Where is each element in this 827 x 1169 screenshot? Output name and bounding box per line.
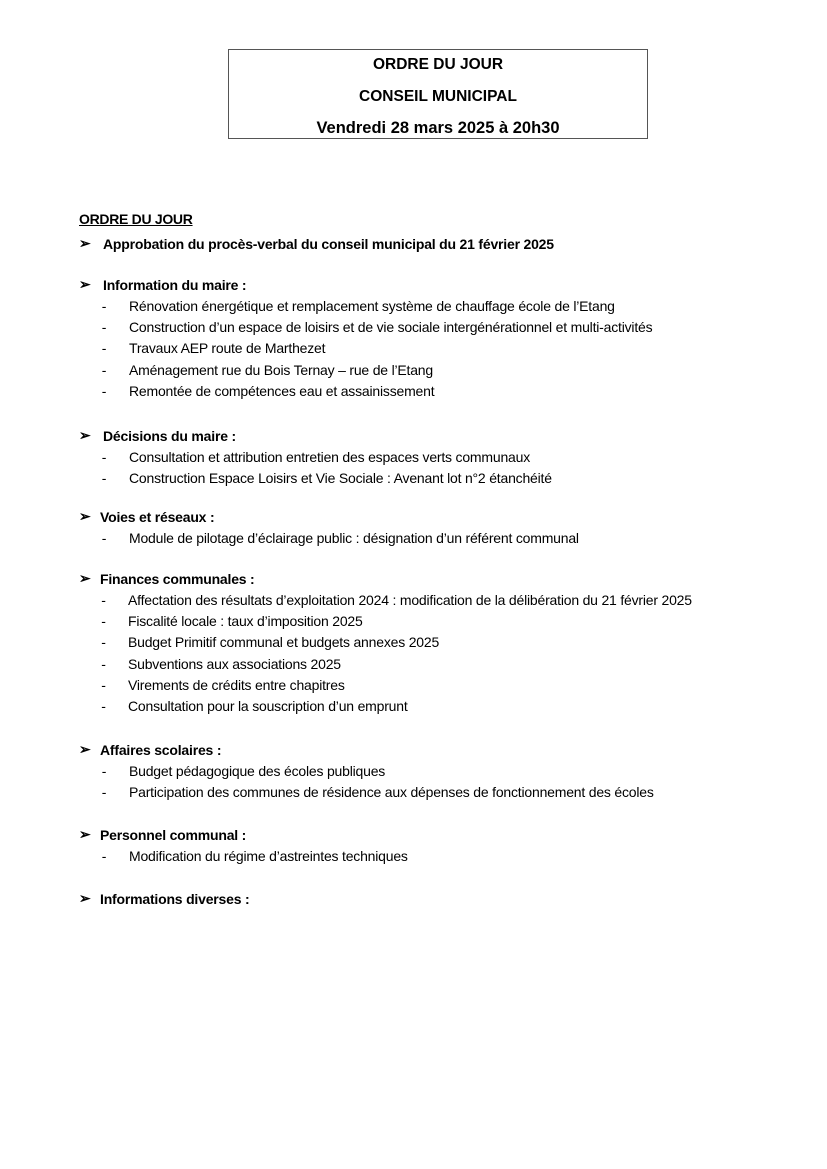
list-item: - Construction Espace Loisirs et Vie Sociale : Avenant lot n°2 étanchéité	[79, 467, 552, 488]
dash-bullet-icon: -	[101, 340, 107, 357]
list-item: - Consultation et attribution entretien des espaces verts communaux	[79, 446, 552, 467]
agenda-section-information-maire	[79, 274, 652, 401]
title-box	[228, 49, 648, 139]
dash-bullet-icon: -	[101, 655, 106, 672]
arrowhead-bullet-icon: ➢	[79, 276, 91, 292]
list-item: - Rénovation énergétique et remplacement système de chauffage école de l’Etang	[79, 295, 652, 316]
list-item: - Budget pédagogique des écoles publiques	[79, 760, 654, 781]
arrowhead-bullet-icon: ➢	[79, 235, 91, 251]
section-title: Affaires scolaires :	[100, 741, 222, 758]
dash-bullet-icon: -	[101, 297, 107, 314]
agenda-section-personnel	[79, 824, 408, 866]
section-title: Personnel communal :	[100, 826, 247, 843]
list-item: - Affectation des résultats d’exploitation 2024 : modification de la délibération du 21 février 2025	[79, 589, 692, 610]
meeting-date: Vendredi 28 mars 2025 à 20h30	[316, 119, 560, 137]
dash-bullet-icon: -	[101, 448, 107, 465]
dash-bullet-icon: -	[101, 318, 107, 335]
list-item: - Travaux AEP route de Marthezet	[79, 338, 652, 359]
document-title: ORDRE DU JOUR	[372, 56, 504, 73]
list-item: - Virements de crédits entre chapitres	[79, 674, 692, 695]
dash-bullet-icon: -	[101, 783, 107, 800]
list-item: - Subventions aux associations 2025	[79, 653, 692, 674]
dash-bullet-icon: -	[101, 698, 106, 715]
section-title: Information du maire :	[103, 276, 247, 293]
dash-bullet-icon: -	[101, 612, 106, 629]
agenda-section-decisions-maire	[79, 425, 552, 489]
list-item: - Fiscalité locale : taux d’imposition 2025	[79, 610, 692, 631]
list-item: - Remontée de compétences eau et assainissement	[79, 380, 652, 401]
section-title: Décisions du maire :	[103, 427, 236, 444]
dash-bullet-icon: -	[101, 529, 107, 546]
dash-bullet-icon: -	[101, 847, 107, 864]
dash-bullet-icon: -	[101, 382, 107, 399]
agenda-section-approbation	[79, 233, 554, 254]
list-item: - Module de pilotage d’éclairage public : désignation d’un référent communal	[79, 527, 579, 548]
arrowhead-bullet-icon: ➢	[79, 570, 91, 586]
agenda-section-finances	[79, 568, 692, 717]
list-item: - Aménagement rue du Bois Ternay – rue de l’Etang	[79, 359, 652, 380]
arrowhead-bullet-icon: ➢	[79, 427, 91, 443]
agenda-heading: ORDRE DU JOUR	[79, 211, 193, 227]
section-title: Approbation du procès-verbal du conseil municipal du 21 février 2025	[103, 235, 554, 252]
section-title: Informations diverses :	[100, 890, 250, 907]
arrowhead-bullet-icon: ➢	[79, 741, 91, 757]
council-name: CONSEIL MUNICIPAL	[359, 88, 517, 105]
list-item: - Modification du régime d’astreintes techniques	[79, 845, 408, 866]
list-item: - Consultation pour la souscription d’un emprunt	[79, 695, 692, 716]
list-item: - Budget Primitif communal et budgets annexes 2025	[79, 632, 692, 653]
list-item: - Construction d’un espace de loisirs et de vie sociale intergénérationnel et multi-activités	[79, 316, 652, 337]
dash-bullet-icon: -	[101, 762, 107, 779]
list-item: - Participation des communes de résidence aux dépenses de fonctionnement des écoles	[79, 781, 654, 802]
agenda-section-affaires-scolaires	[79, 739, 654, 803]
arrowhead-bullet-icon: ➢	[79, 508, 91, 524]
dash-bullet-icon: -	[101, 469, 107, 486]
dash-bullet-icon: -	[101, 591, 106, 608]
section-title: Finances communales :	[100, 570, 255, 587]
dash-bullet-icon: -	[101, 676, 106, 693]
dash-bullet-icon: -	[101, 634, 106, 651]
dash-bullet-icon: -	[101, 361, 107, 378]
section-title: Voies et réseaux :	[100, 508, 215, 525]
arrowhead-bullet-icon: ➢	[79, 890, 91, 906]
agenda-section-informations-diverses	[79, 888, 249, 909]
arrowhead-bullet-icon: ➢	[79, 826, 91, 842]
agenda-section-voies-reseaux	[79, 506, 579, 548]
